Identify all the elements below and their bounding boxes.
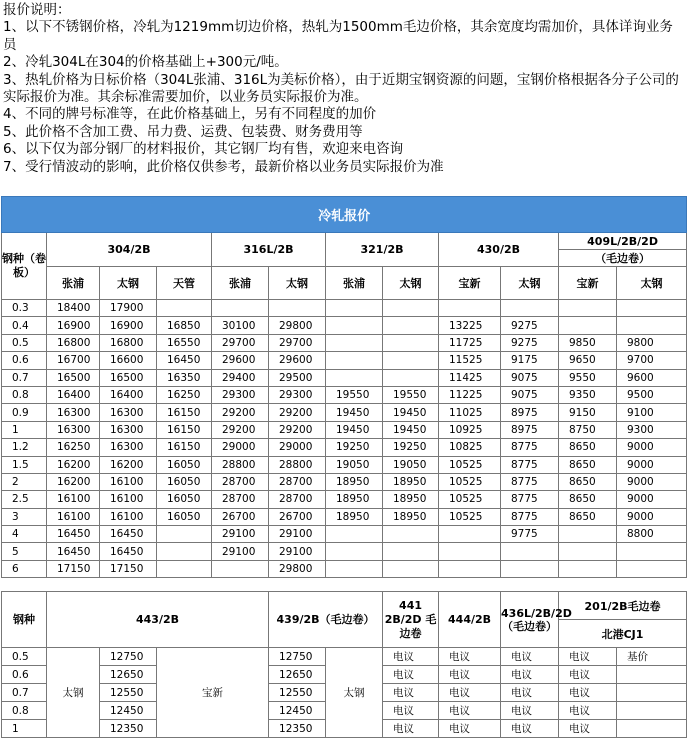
price-cell: 17150 <box>100 560 157 577</box>
mill-header: 天管 <box>157 267 212 300</box>
price-cell: 29100 <box>269 543 326 560</box>
mill-header: 张浦 <box>326 267 383 300</box>
price-cell <box>383 352 439 369</box>
thickness-cell: 0.8 <box>2 702 47 720</box>
price-cell: 16200 <box>47 473 100 490</box>
price-cell: 18950 <box>326 491 383 508</box>
price-cell <box>326 352 383 369</box>
price-cell: 电议 <box>559 684 617 702</box>
price-cell: 16300 <box>100 421 157 438</box>
price-cell: 29300 <box>269 386 326 403</box>
price-cell: 19250 <box>383 439 439 456</box>
price-cell: 12650 <box>269 666 326 684</box>
table-row <box>2 439 687 456</box>
mill-header: 宝新 <box>559 267 617 300</box>
price-cell: 8775 <box>501 456 559 473</box>
table-row <box>2 648 687 666</box>
price-cell: 16050 <box>157 508 212 525</box>
thickness-cell: 3 <box>2 508 47 525</box>
mill-header: 太钢 <box>269 267 326 300</box>
price-cell: 9275 <box>501 317 559 334</box>
mill-cell: 宝新 <box>157 648 269 738</box>
table-row <box>2 352 687 369</box>
price-cell: 16250 <box>47 439 100 456</box>
price-cell <box>617 684 687 702</box>
price-cell <box>326 369 383 386</box>
price-cell: 16300 <box>47 404 100 421</box>
price-cell: 8750 <box>559 421 617 438</box>
price-cell: 9600 <box>617 369 687 386</box>
table-title: 冷轧报价 <box>2 197 687 233</box>
price-cell: 16100 <box>47 508 100 525</box>
price-cell: 28700 <box>212 473 269 490</box>
price-cell: 16300 <box>100 439 157 456</box>
mill-header: 太钢 <box>617 267 687 300</box>
price-cell: 11525 <box>439 352 501 369</box>
price-cell: 8975 <box>501 421 559 438</box>
price-cell <box>383 369 439 386</box>
price-cell <box>617 720 687 738</box>
price-cell <box>212 560 269 577</box>
price-cell <box>157 526 212 543</box>
price-cell: 8800 <box>617 526 687 543</box>
price-cell: 12750 <box>100 648 157 666</box>
side-label: 钢种 <box>2 592 47 648</box>
price-cell: 16150 <box>157 404 212 421</box>
price-cell: 16150 <box>157 439 212 456</box>
price-cell: 电议 <box>501 666 559 684</box>
price-cell: 16200 <box>100 456 157 473</box>
price-cell: 10525 <box>439 473 501 490</box>
price-cell: 16450 <box>100 543 157 560</box>
price-cell: 电议 <box>383 648 439 666</box>
price-cell: 电议 <box>383 666 439 684</box>
price-cell <box>559 560 617 577</box>
grade-price-table-2 <box>1 591 687 738</box>
price-cell: 电议 <box>439 666 501 684</box>
price-cell: 电议 <box>439 684 501 702</box>
thickness-cell: 0.6 <box>2 352 47 369</box>
price-cell: 电议 <box>439 720 501 738</box>
price-cell <box>326 560 383 577</box>
price-cell: 12350 <box>269 720 326 738</box>
price-cell: 10525 <box>439 508 501 525</box>
price-cell: 9550 <box>559 369 617 386</box>
thickness-cell: 1 <box>2 421 47 438</box>
mill-header: 太钢 <box>501 267 559 300</box>
side-label: 钢种（卷板） <box>2 233 47 300</box>
table-row <box>2 300 687 317</box>
price-cell: 29200 <box>269 404 326 421</box>
price-cell: 16050 <box>157 491 212 508</box>
price-cell: 29800 <box>269 317 326 334</box>
note-1: 1、以下不锈钢价格，冷轧为1219mm切边价格，热轧为1500mm毛边价格，其余宽度均需加价，具体详询业务员 <box>3 19 673 53</box>
grade-header: 409L/2B/2D <box>559 233 687 250</box>
price-cell: 16100 <box>100 508 157 525</box>
price-cell: 26700 <box>269 508 326 525</box>
price-cell <box>501 560 559 577</box>
price-cell: 16700 <box>47 352 100 369</box>
price-cell: 18950 <box>383 491 439 508</box>
table-row <box>2 491 687 508</box>
note-7: 7、受行情波动的影响，此价格仅供参考，最新价格以业务员实际报价为准 <box>3 158 444 175</box>
mill-header: 北港CJ1 <box>559 620 687 648</box>
price-cell <box>383 526 439 543</box>
price-cell: 9300 <box>617 421 687 438</box>
price-cell <box>383 334 439 351</box>
mill-header: 张浦 <box>212 267 269 300</box>
price-cell <box>439 560 501 577</box>
price-cell: 16350 <box>157 369 212 386</box>
price-cell <box>326 526 383 543</box>
price-cell: 12650 <box>100 666 157 684</box>
table-row <box>2 508 687 525</box>
price-cell: 电议 <box>383 720 439 738</box>
price-cell: 16400 <box>100 386 157 403</box>
price-cell: 16450 <box>47 526 100 543</box>
price-cell: 9000 <box>617 473 687 490</box>
price-cell: 9775 <box>501 526 559 543</box>
price-cell: 12450 <box>100 702 157 720</box>
price-cell: 26700 <box>212 508 269 525</box>
price-cell <box>439 300 501 317</box>
price-cell: 29400 <box>212 369 269 386</box>
price-cell: 8650 <box>559 439 617 456</box>
price-cell: 9175 <box>501 352 559 369</box>
price-cell: 19450 <box>383 421 439 438</box>
price-cell: 12450 <box>269 702 326 720</box>
price-cell: 电议 <box>501 684 559 702</box>
price-cell: 电议 <box>501 720 559 738</box>
price-cell: 17900 <box>100 300 157 317</box>
price-cell: 16500 <box>100 369 157 386</box>
price-cell: 28700 <box>212 491 269 508</box>
price-cell: 29100 <box>212 526 269 543</box>
grade-header: 201/2B毛边卷 <box>559 592 687 620</box>
price-cell: 16050 <box>157 473 212 490</box>
price-cell <box>326 543 383 560</box>
price-cell: 10925 <box>439 421 501 438</box>
table-row <box>2 317 687 334</box>
price-cell <box>501 300 559 317</box>
price-cell: 11225 <box>439 386 501 403</box>
thickness-cell: 0.6 <box>2 666 47 684</box>
price-cell: 16900 <box>100 317 157 334</box>
price-cell: 9000 <box>617 491 687 508</box>
price-cell: 9350 <box>559 386 617 403</box>
grade-header: 430/2B <box>439 233 559 267</box>
price-cell: 29000 <box>212 439 269 456</box>
price-cell: 基价 <box>617 648 687 666</box>
price-cell: 29300 <box>212 386 269 403</box>
price-cell <box>617 300 687 317</box>
mill-header: 太钢 <box>383 267 439 300</box>
price-cell <box>439 543 501 560</box>
grade-header: 436L/2B/2D（毛边卷） <box>501 592 559 648</box>
price-cell <box>439 526 501 543</box>
grade-subheader: （毛边卷） <box>559 250 687 267</box>
price-cell: 19450 <box>326 404 383 421</box>
cold-rolled-price-table <box>1 196 687 578</box>
price-cell: 电议 <box>559 666 617 684</box>
thickness-cell: 0.9 <box>2 404 47 421</box>
price-cell: 28700 <box>269 473 326 490</box>
price-cell <box>617 560 687 577</box>
price-cell: 18950 <box>326 508 383 525</box>
price-cell: 18950 <box>383 508 439 525</box>
price-cell: 8775 <box>501 508 559 525</box>
price-cell: 12750 <box>269 648 326 666</box>
table-row <box>2 404 687 421</box>
price-cell: 8975 <box>501 404 559 421</box>
price-cell: 19550 <box>383 386 439 403</box>
mill-header: 张浦 <box>47 267 100 300</box>
price-cell: 16450 <box>100 526 157 543</box>
price-cell: 电议 <box>383 684 439 702</box>
price-cell: 16450 <box>47 543 100 560</box>
price-cell: 29200 <box>269 421 326 438</box>
price-cell <box>559 317 617 334</box>
price-cell <box>383 300 439 317</box>
thickness-cell: 1.5 <box>2 456 47 473</box>
grade-header: 444/2B <box>439 592 501 648</box>
mill-header: 宝新 <box>439 267 501 300</box>
price-cell: 19050 <box>326 456 383 473</box>
price-cell: 16200 <box>47 456 100 473</box>
grade-header: 321/2B <box>326 233 439 267</box>
price-cell: 28800 <box>212 456 269 473</box>
mill-header: 太钢 <box>100 267 157 300</box>
price-notes <box>3 2 685 176</box>
price-cell: 9850 <box>559 334 617 351</box>
price-cell: 9150 <box>559 404 617 421</box>
price-cell: 电议 <box>501 648 559 666</box>
price-cell: 9650 <box>559 352 617 369</box>
price-cell: 16450 <box>157 352 212 369</box>
table-row <box>2 543 687 560</box>
price-cell: 9100 <box>617 404 687 421</box>
price-cell: 16150 <box>157 421 212 438</box>
price-cell: 电议 <box>383 702 439 720</box>
price-cell: 8775 <box>501 473 559 490</box>
price-cell: 29600 <box>269 352 326 369</box>
note-5: 5、此价格不含加工费、吊力费、运费、包装费、财务费用等 <box>3 123 363 140</box>
price-cell: 29200 <box>212 404 269 421</box>
note-6: 6、以下仅为部分钢厂的材料报价，其它钢厂均有售，欢迎来电咨询 <box>3 141 404 158</box>
price-cell: 12350 <box>100 720 157 738</box>
price-cell: 11025 <box>439 404 501 421</box>
price-cell: 电议 <box>439 702 501 720</box>
price-cell: 11425 <box>439 369 501 386</box>
price-cell: 9700 <box>617 352 687 369</box>
grade-header: 304/2B <box>47 233 212 267</box>
price-cell: 13225 <box>439 317 501 334</box>
table-row <box>2 526 687 543</box>
price-cell: 16100 <box>100 491 157 508</box>
price-cell <box>383 543 439 560</box>
price-cell <box>269 300 326 317</box>
price-cell: 8775 <box>501 491 559 508</box>
price-cell <box>617 702 687 720</box>
price-cell: 29200 <box>212 421 269 438</box>
price-cell: 16050 <box>157 456 212 473</box>
price-cell: 10825 <box>439 439 501 456</box>
price-cell: 28800 <box>269 456 326 473</box>
table-row <box>2 473 687 490</box>
price-cell: 16600 <box>100 352 157 369</box>
price-cell: 19050 <box>383 456 439 473</box>
price-cell: 12550 <box>100 684 157 702</box>
grade-header: 439/2B（毛边卷） <box>269 592 383 648</box>
price-cell: 8650 <box>559 456 617 473</box>
price-cell <box>326 300 383 317</box>
price-cell: 12550 <box>269 684 326 702</box>
price-cell: 9000 <box>617 456 687 473</box>
price-cell <box>559 526 617 543</box>
table-row <box>2 386 687 403</box>
price-cell: 11725 <box>439 334 501 351</box>
price-cell: 10525 <box>439 456 501 473</box>
price-cell: 18400 <box>47 300 100 317</box>
table-row <box>2 369 687 386</box>
table-row <box>2 456 687 473</box>
price-cell <box>617 317 687 334</box>
thickness-cell: 2.5 <box>2 491 47 508</box>
price-cell: 9000 <box>617 439 687 456</box>
price-cell: 19550 <box>326 386 383 403</box>
price-cell: 16500 <box>47 369 100 386</box>
table-row <box>2 560 687 577</box>
thickness-cell: 0.7 <box>2 684 47 702</box>
price-cell <box>617 666 687 684</box>
thickness-cell: 4 <box>2 526 47 543</box>
price-cell: 16800 <box>47 334 100 351</box>
grade-header: 441 2B/2D 毛边卷 <box>383 592 439 648</box>
table-row <box>2 334 687 351</box>
price-cell: 9500 <box>617 386 687 403</box>
thickness-cell: 5 <box>2 543 47 560</box>
price-cell: 29500 <box>269 369 326 386</box>
price-cell: 16400 <box>47 386 100 403</box>
price-cell <box>501 543 559 560</box>
price-cell <box>212 300 269 317</box>
thickness-cell: 0.4 <box>2 317 47 334</box>
price-cell: 29700 <box>269 334 326 351</box>
thickness-cell: 0.5 <box>2 648 47 666</box>
price-cell <box>617 543 687 560</box>
thickness-cell: 0.3 <box>2 300 47 317</box>
price-cell: 9000 <box>617 508 687 525</box>
note-2: 2、冷轧304L在304的价格基础上+300元/吨。 <box>3 54 288 71</box>
price-cell: 电议 <box>559 702 617 720</box>
notes-heading: 报价说明： <box>3 2 71 18</box>
price-cell: 10525 <box>439 491 501 508</box>
price-cell: 16850 <box>157 317 212 334</box>
price-cell: 16900 <box>47 317 100 334</box>
thickness-cell: 6 <box>2 560 47 577</box>
price-cell <box>157 560 212 577</box>
price-cell: 29100 <box>269 526 326 543</box>
price-cell: 8775 <box>501 439 559 456</box>
price-cell: 9075 <box>501 369 559 386</box>
price-cell: 9075 <box>501 386 559 403</box>
price-cell <box>559 543 617 560</box>
price-cell: 电议 <box>439 648 501 666</box>
price-cell: 29700 <box>212 334 269 351</box>
grade-header: 316L/2B <box>212 233 326 267</box>
thickness-cell: 0.5 <box>2 334 47 351</box>
price-cell: 18950 <box>326 473 383 490</box>
price-cell: 8650 <box>559 508 617 525</box>
price-cell: 19250 <box>326 439 383 456</box>
grade-header: 443/2B <box>47 592 269 648</box>
price-cell: 29000 <box>269 439 326 456</box>
price-cell: 28700 <box>269 491 326 508</box>
price-cell: 16100 <box>47 491 100 508</box>
price-cell: 9275 <box>501 334 559 351</box>
thickness-cell: 2 <box>2 473 47 490</box>
price-cell: 19450 <box>326 421 383 438</box>
price-cell: 18950 <box>383 473 439 490</box>
note-4: 4、不同的牌号标准等，在此价格基础上，另有不同程度的加价 <box>3 106 377 123</box>
price-cell: 电议 <box>501 702 559 720</box>
price-cell: 29100 <box>212 543 269 560</box>
price-cell: 8650 <box>559 491 617 508</box>
price-cell <box>326 317 383 334</box>
price-cell: 16300 <box>100 404 157 421</box>
price-cell: 30100 <box>212 317 269 334</box>
price-cell <box>383 560 439 577</box>
thickness-cell: 1 <box>2 720 47 738</box>
price-cell: 16550 <box>157 334 212 351</box>
price-cell: 电议 <box>559 648 617 666</box>
price-cell: 8650 <box>559 473 617 490</box>
price-cell: 17150 <box>47 560 100 577</box>
price-cell: 19450 <box>383 404 439 421</box>
thickness-cell: 0.7 <box>2 369 47 386</box>
note-3: 3、热轧价格为日标价格（304L张浦、316L为美标价格），由于近期宝钢资源的问题，宝钢价格根据各分子公司的实际报价为准。其余标准需要加价，以业务员实际报价为准。 <box>3 71 679 106</box>
price-cell: 16300 <box>47 421 100 438</box>
thickness-cell: 1.2 <box>2 439 47 456</box>
price-cell: 16100 <box>100 473 157 490</box>
price-cell: 16250 <box>157 386 212 403</box>
price-cell <box>326 334 383 351</box>
thickness-cell: 0.8 <box>2 386 47 403</box>
mill-cell: 太钢 <box>47 648 100 738</box>
price-cell: 电议 <box>559 720 617 738</box>
price-cell <box>383 317 439 334</box>
price-cell <box>157 300 212 317</box>
mill-cell: 太钢 <box>326 648 383 738</box>
price-cell <box>559 300 617 317</box>
price-cell: 16800 <box>100 334 157 351</box>
price-cell: 29800 <box>269 560 326 577</box>
price-cell <box>157 543 212 560</box>
table-row <box>2 421 687 438</box>
price-cell: 9800 <box>617 334 687 351</box>
price-cell: 29600 <box>212 352 269 369</box>
